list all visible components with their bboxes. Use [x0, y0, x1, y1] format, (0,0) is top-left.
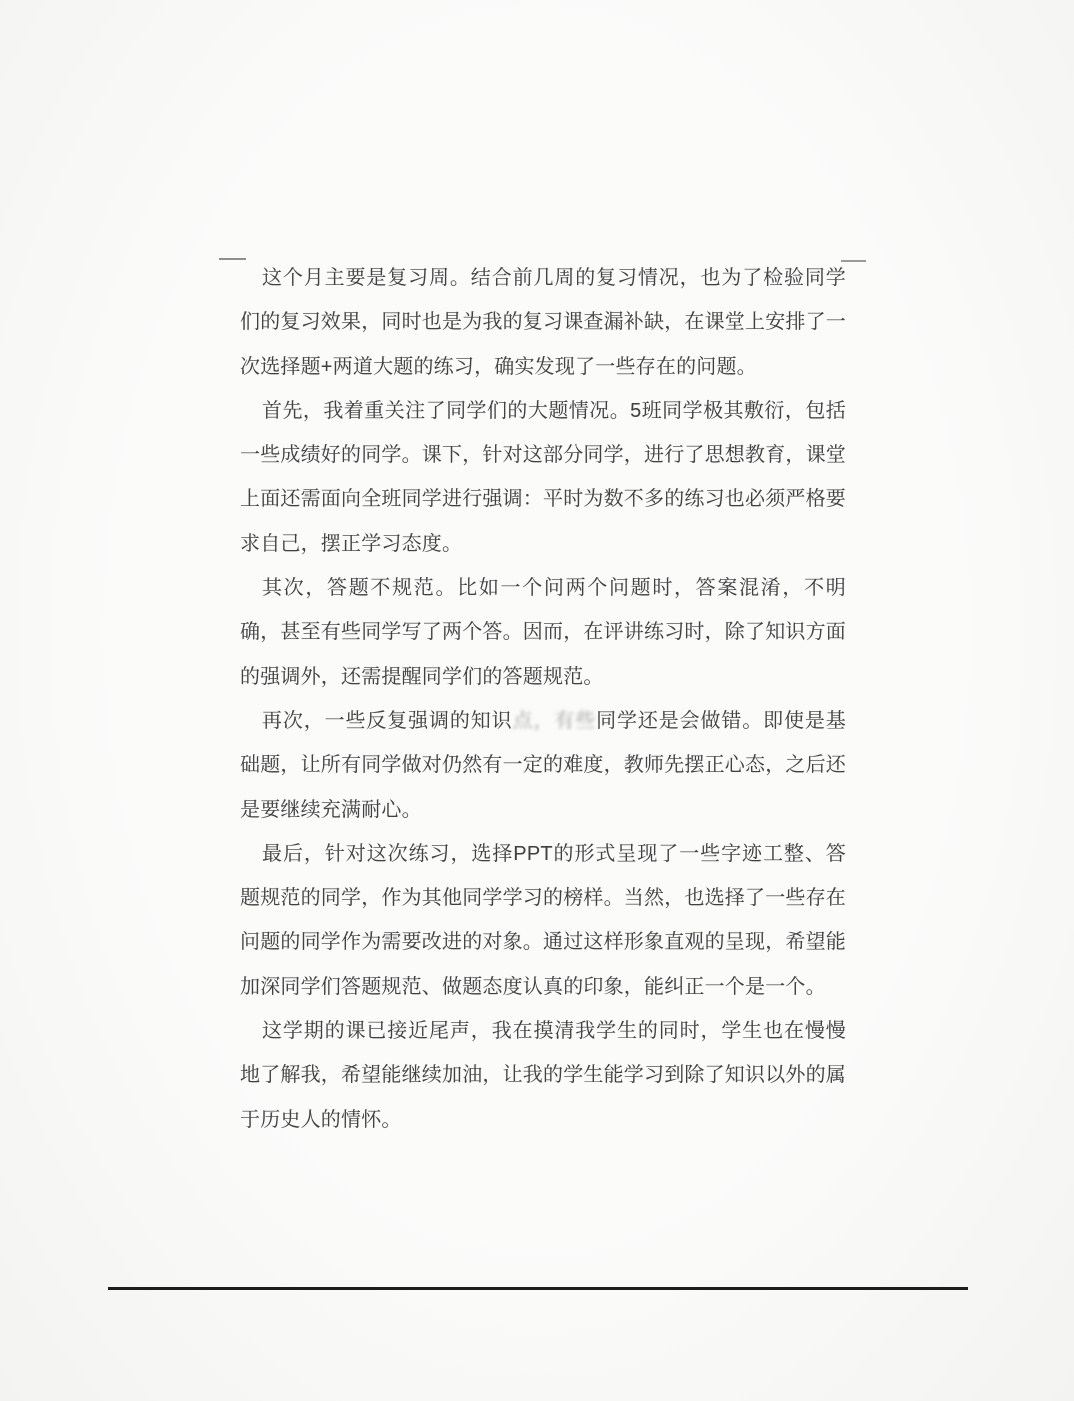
paragraph: [240, 832, 846, 1009]
text-segment: 最后，针对这次练习，选择PPT的形式呈现了一些字迹工整、答题规范的同学，作为其他同学学习的榜样。当然，也选择了一些存在问题的同学作为需要改进的对象。通过这样形象直观的呈现，希望能加深同学们答题规范、做题态度认真的印象，能纠正一个是一个。: [240, 842, 846, 998]
bottom-divider-line: [108, 1287, 968, 1290]
text-segment: 这学期的课已接近尾声，我在摸清我学生的同时，学生也在慢慢地了解我，希望能继续加油，让我的学生能学习到除了知识以外的属于历史人的情怀。: [240, 1020, 846, 1131]
text-segment: 首先，我着重关注了同学们的大题情况。5班同学极其敷衍，包括一些成绩好的同学。课下，针对这部分同学，进行了思想教育，课堂上面还需面向全班同学进行强调：平时为数不多的练习也必须严格要求自己，摆正学习态度。: [240, 399, 846, 555]
paragraph: [240, 389, 846, 566]
text-segment: 同学还是会做错。即使是基础题，让所有同学做对仍然有一定的难度，教师先摆正心态，之后还是要继续充满耐心。: [240, 709, 846, 821]
smudged-text: 有些: [554, 709, 597, 732]
text-segment: 再次，一些反复强调的知识: [262, 709, 513, 732]
paragraph: [240, 256, 846, 389]
text-segment: 这个月主要是复习周。结合前几周的复习情况，也为了检验同学们的复习效果，同时也是为我的复习课查漏补缺，在课堂上安排了一次选择题+两道大题的练习，确实发现了一些存在的问题。: [240, 267, 846, 378]
document-body: [240, 256, 846, 1142]
text-segment: 其次，答题不规范。比如一个问两个问题时，答案混淆，不明确，甚至有些同学写了两个答。因而，在评讲练习时，除了知识方面的强调外，还需提醒同学们的答题规范。: [240, 577, 846, 688]
smudged-text: 点，: [512, 709, 555, 732]
paragraph: [240, 1009, 846, 1142]
paragraph: [240, 566, 846, 699]
paragraph: [240, 699, 846, 832]
